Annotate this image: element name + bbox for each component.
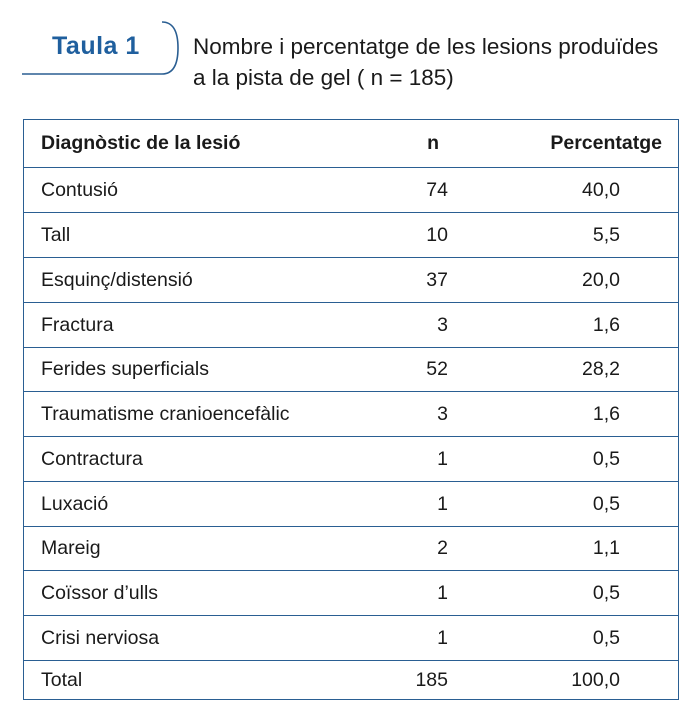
diagnosis-cell: Luxació bbox=[41, 492, 109, 515]
count-cell: 3 bbox=[437, 313, 448, 336]
diagnosis-cell: Contractura bbox=[41, 447, 143, 470]
percentage-cell: 28,2 bbox=[582, 358, 620, 380]
caption-line-1: Nombre i percentatge de les lesions produïdes bbox=[193, 34, 659, 59]
table-header bbox=[0, 0, 700, 105]
count-cell: 10 bbox=[426, 223, 448, 246]
count-cell: 1 bbox=[437, 626, 448, 649]
total-count-cell: 185 bbox=[415, 668, 448, 691]
count-cell: 1 bbox=[437, 492, 448, 515]
table-row bbox=[24, 258, 678, 303]
count-cell: 2 bbox=[437, 537, 448, 559]
count-cell: 1 bbox=[437, 447, 448, 470]
diagnosis-cell: Ferides superficials bbox=[41, 358, 209, 380]
percentage-cell: 0,5 bbox=[592, 581, 620, 604]
count-cell: 3 bbox=[437, 402, 448, 425]
table-row bbox=[24, 392, 678, 437]
table-row bbox=[24, 616, 678, 661]
column-header-n: n bbox=[427, 132, 439, 154]
percentage-cell: 0,5 bbox=[592, 626, 620, 649]
column-header-diagnosis: Diagnòstic de la lesió bbox=[41, 132, 241, 154]
table-label-tab bbox=[22, 20, 182, 76]
table-label: Taula 1 bbox=[52, 32, 140, 60]
count-cell: 52 bbox=[426, 358, 448, 380]
percentage-cell: 20,0 bbox=[582, 268, 620, 291]
percentage-cell: 1,1 bbox=[592, 537, 620, 559]
diagnosis-cell: Mareig bbox=[41, 537, 101, 559]
diagnosis-cell: Fractura bbox=[41, 313, 114, 336]
table-header-row bbox=[24, 120, 678, 168]
count-cell: 1 bbox=[437, 581, 448, 604]
table-row bbox=[24, 571, 678, 616]
percentage-cell: 1,6 bbox=[592, 402, 620, 425]
total-label-cell: Total bbox=[41, 668, 83, 691]
percentage-cell: 40,0 bbox=[582, 178, 620, 201]
table-caption bbox=[193, 31, 658, 93]
table-total-row bbox=[24, 661, 678, 699]
diagnosis-cell: Contusió bbox=[41, 178, 118, 201]
table-row bbox=[24, 482, 678, 527]
table-row bbox=[24, 437, 678, 482]
count-cell: 74 bbox=[426, 178, 448, 201]
diagnosis-cell: Crisi nerviosa bbox=[41, 626, 160, 649]
total-percentage-cell: 100,0 bbox=[571, 668, 620, 691]
percentage-cell: 1,6 bbox=[592, 313, 620, 336]
diagnosis-cell: Tall bbox=[41, 223, 71, 246]
diagnosis-cell: Esquinç/distensió bbox=[41, 268, 193, 291]
table-row bbox=[24, 527, 678, 571]
table-row bbox=[24, 303, 678, 348]
diagnosis-cell: Coïssor d’ulls bbox=[41, 581, 159, 604]
caption-line-2: a la pista de gel ( n = 185) bbox=[193, 65, 454, 90]
percentage-cell: 0,5 bbox=[592, 447, 620, 470]
diagnosis-cell: Traumatisme cranioencefàlic bbox=[41, 402, 290, 425]
injury-table bbox=[23, 119, 679, 700]
column-header-percentage: Percentatge bbox=[550, 132, 662, 154]
percentage-cell: 5,5 bbox=[592, 223, 620, 246]
count-cell: 37 bbox=[426, 268, 448, 291]
percentage-cell: 0,5 bbox=[592, 492, 620, 515]
table-row bbox=[24, 348, 678, 392]
table-row bbox=[24, 168, 678, 213]
table-row bbox=[24, 213, 678, 258]
